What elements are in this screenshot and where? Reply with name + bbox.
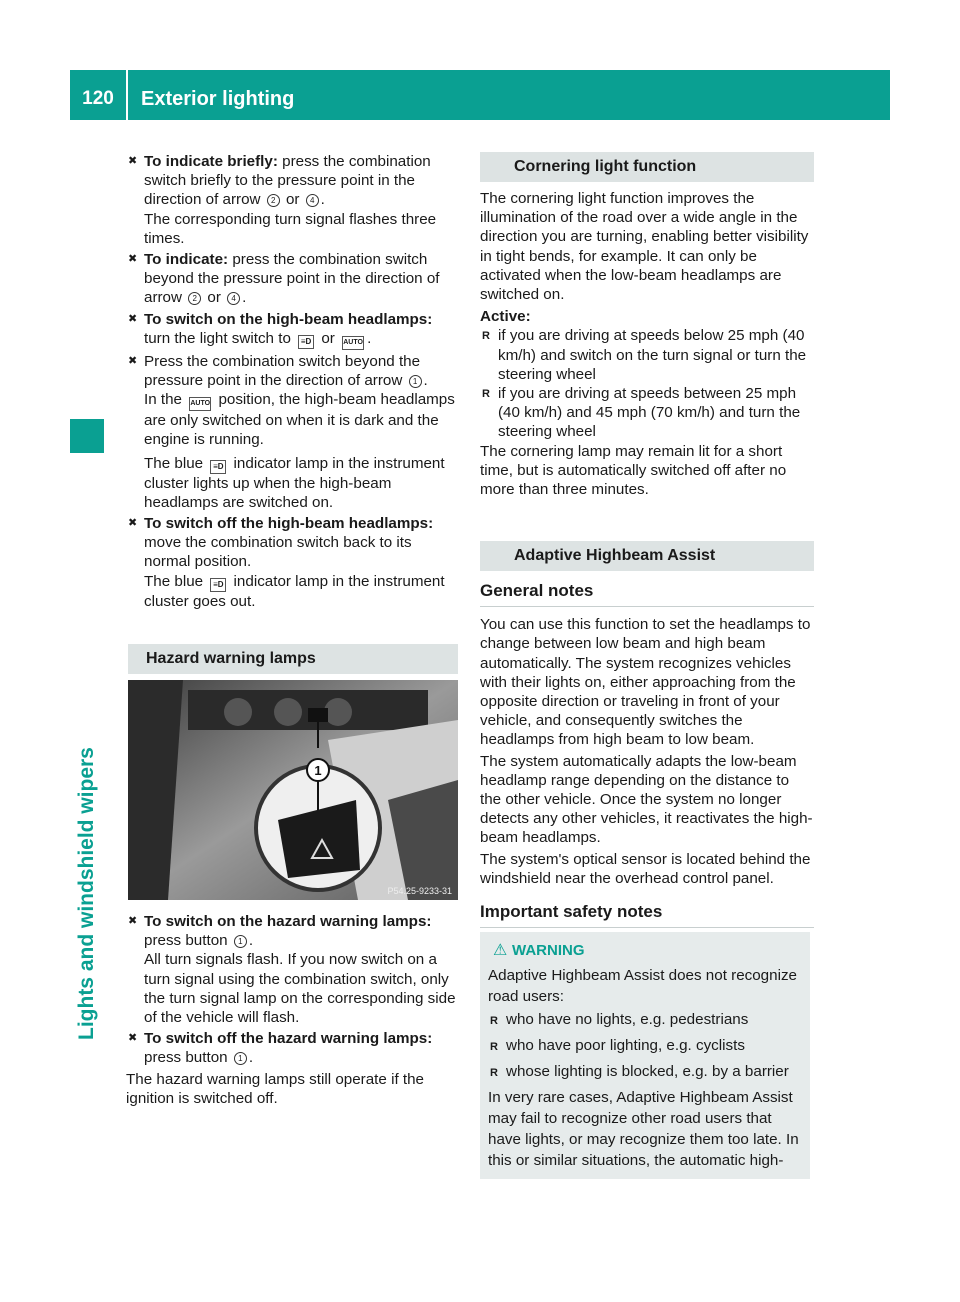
step-press-combination-switch <box>128 352 462 450</box>
step-text: . <box>248 932 254 950</box>
step-indicate-briefly <box>128 152 462 248</box>
paragraph: The cornering light function improves the illumination of the road over a wide angle in the direction you are turning, enabling better visibility in tight bends, for example. It can only be activated when the low-beam headlamps are switched on. <box>480 190 809 304</box>
step-label: To switch off the high-beam headlamps: <box>144 515 434 533</box>
step-text: press the combination switch briefly to the pressure point in the direction of arrow <box>144 153 431 209</box>
section-heading: Adaptive Highbeam Assist <box>480 541 814 571</box>
step-text: . <box>242 289 247 307</box>
paragraph: You can use this function to set the headlamps to change between low beam and high beam automatically. The system recognizes vehicles with their lights on, either approaching from the opposite direction or traveling in front of your vehicle, and consequently switches the headlamps from high beam to low beam. <box>480 616 811 749</box>
paragraph: The cornering lamp may remain lit for a short time, but is automatically switched off after no more than three minutes. <box>480 442 787 499</box>
step-text: In the <box>144 391 187 409</box>
step-text: press the combination switch beyond the pressure point in the direction of arrow <box>144 251 440 307</box>
step-text: or <box>317 329 340 347</box>
callout-1: 1 <box>234 935 247 948</box>
paragraph: Adaptive Highbeam Assist does not recognize road users: <box>488 967 797 1005</box>
step-text: The blue <box>144 454 208 472</box>
paragraph: The system automatically adapts the low-beam headlamp range depending on the distance to the other vehicle. Once the system no longer detects any other vehicles, it reactivates the high-beam headlamps. <box>480 752 813 847</box>
high-beam-indicator-icon: ≡D <box>210 578 226 592</box>
right-column-aha <box>480 541 814 928</box>
auto-icon: AUTO <box>342 336 364 350</box>
left-column-lower <box>128 912 462 1108</box>
step-text: position, the high-beam headlamps are only switched on when it is dark and the engine is running. <box>144 391 455 449</box>
step-indicate <box>128 250 462 308</box>
warning-label: WARNING <box>512 942 585 959</box>
section-heading: Hazard warning lamps <box>128 644 458 674</box>
warning-heading <box>488 942 802 959</box>
list-item: R who have poor lighting, e.g. cyclists <box>488 1033 802 1059</box>
paragraph: In very rare cases, Adaptive Highbeam Assist may fail to recognize other road users that have lights, or may recognize them too late. In this or similar situations, the automatic high- <box>488 1089 799 1169</box>
step-text: . <box>320 191 325 209</box>
subheading: General notes <box>480 581 814 607</box>
page-number: 120 <box>82 88 114 109</box>
step-label: To indicate briefly: <box>144 153 278 170</box>
step-high-beam-on <box>128 310 462 350</box>
callout-1: 1 <box>409 375 422 388</box>
callout-4: 4 <box>227 292 240 305</box>
chapter-marker <box>70 419 104 453</box>
paragraph: The hazard warning lamps still operate if the ignition is switched off. <box>126 1070 424 1107</box>
step-text: Press the combination switch beyond the pressure point in the direction of arrow <box>144 352 421 390</box>
step-label: To switch off the hazard warning lamps: <box>144 1030 433 1048</box>
step-text: . <box>367 329 372 347</box>
step-text: move the combination switch back to its normal position. <box>144 534 412 571</box>
hazard-switch-photo <box>128 680 458 900</box>
callout-2: 2 <box>267 194 280 207</box>
step-text: The blue <box>144 572 208 590</box>
right-column <box>480 152 814 499</box>
step-label: To switch on the high-beam headlamps: <box>144 310 433 328</box>
warning-box <box>480 932 810 1179</box>
step-text: The corresponding turn signal flashes three times. <box>144 210 437 247</box>
step-hazard-off <box>128 1029 462 1067</box>
step-high-beam-off <box>128 514 462 611</box>
list-item: R whose lighting is blocked, e.g. by a barrier <box>488 1059 802 1085</box>
step-text: indicator lamp in the instrument cluster goes out. <box>144 572 445 610</box>
callout-2: 2 <box>188 292 201 305</box>
callout-4: 4 <box>306 194 319 207</box>
chapter-title: Lights and windshield wipers <box>75 747 98 1040</box>
step-label: To switch on the hazard warning lamps: <box>144 913 432 930</box>
section-heading: Cornering light function <box>480 152 814 182</box>
step-text: . <box>423 372 428 390</box>
label-active: Active: <box>480 308 531 326</box>
callout-1: 1 <box>234 1052 247 1065</box>
photo-callout-1: 1 <box>314 763 322 778</box>
list-item: R who have no lights, e.g. pedestrians <box>488 1007 802 1033</box>
step-hazard-on <box>128 912 462 1027</box>
auto-icon: AUTO <box>189 397 211 411</box>
high-beam-indicator-icon: ≡D <box>210 460 226 474</box>
step-text: All turn signals flash. If you now switch on a turn signal using the combination switch, only the turn signal lamp on the corresponding side of the vehicle will flash. <box>144 951 456 1027</box>
step-label: To indicate: <box>144 251 229 269</box>
list-item: R if you are driving at speeds between 25 mph (40 km/h) and 45 mph (70 km/h) and turn the steering wheel <box>480 384 814 442</box>
photo-code: P54.25-9233-31 <box>387 886 452 896</box>
list-item: R if you are driving at speeds below 25 mph (40 km/h) and switch on the turn signal or turn the steering wheel <box>480 326 814 384</box>
paragraph <box>128 454 462 512</box>
step-text: press button <box>144 1049 232 1067</box>
header-divider <box>126 70 128 120</box>
step-text: indicator lamp in the instrument cluster lights up when the high-beam headlamps are switched on. <box>144 454 445 511</box>
high-beam-icon: ≡D <box>298 335 314 349</box>
step-text: press button <box>144 932 232 950</box>
hazard-section <box>128 644 458 674</box>
paragraph: The system's optical sensor is located behind the windshield near the overhead control panel. <box>480 850 811 887</box>
step-text: or <box>281 191 304 209</box>
warning-icon: ⚠ <box>493 942 508 959</box>
step-text: . <box>248 1049 254 1067</box>
step-text: or <box>203 289 226 307</box>
left-column <box>128 152 462 613</box>
step-text: turn the light switch to <box>144 329 296 347</box>
page-title: Exterior lighting <box>141 88 295 110</box>
subheading: Important safety notes <box>480 902 814 928</box>
